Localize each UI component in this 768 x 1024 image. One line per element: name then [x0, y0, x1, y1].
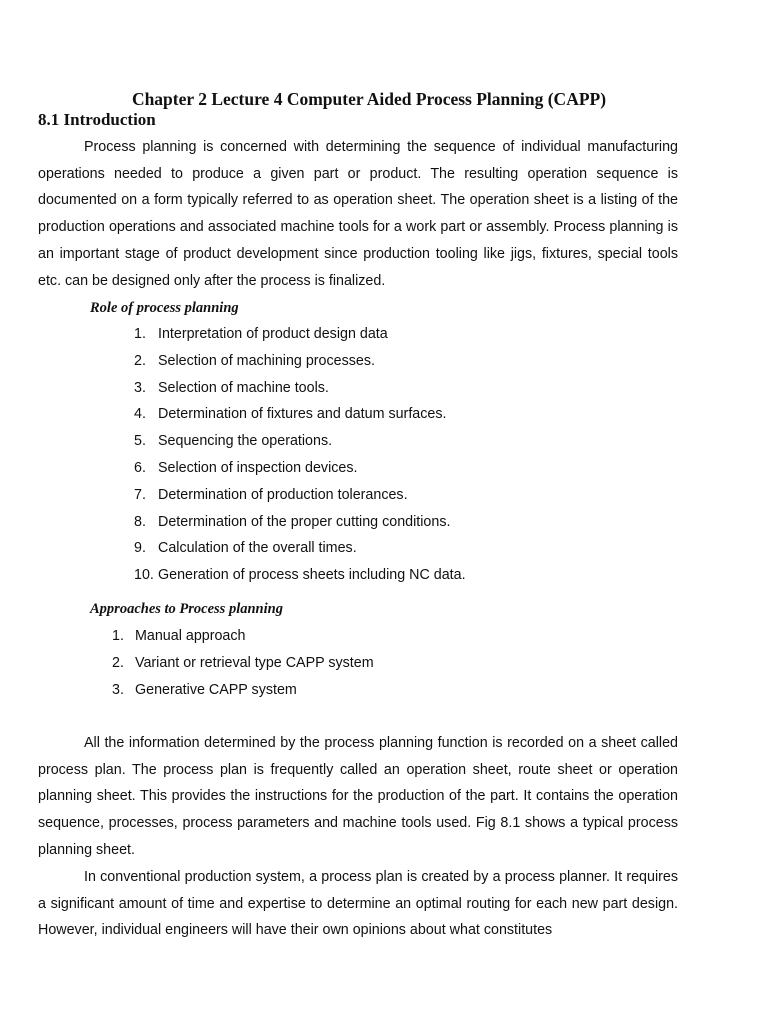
- list-item-number: 3.: [112, 681, 124, 698]
- list-item-text: Determination of fixtures and datum surfaces.: [158, 406, 447, 423]
- list-item-text: Selection of inspection devices.: [158, 459, 358, 476]
- list-item-text: Selection of machine tools.: [158, 379, 329, 396]
- chapter-title: Chapter 2 Lecture 4 Computer Aided Process Planning (CAPP): [131, 89, 607, 109]
- list-item-text: Selection of machining processes.: [158, 352, 375, 369]
- approaches-heading: Approaches to Process planning: [90, 601, 283, 617]
- intro-paragraph: Process planning is concerned with determining the sequence of individual manufacturing operations needed to produce a given part or product. The resulting operation sequence is documented on a form typically referred to as operation sheet. The operation sheet is a listing of the production operations and associated machine tools for a work part or assembly. Process planning is an important stage of product development since production tooling like jigs, fixtures, special tools etc. can be designed only after the process is finalized.: [38, 139, 678, 289]
- list-item-number: 1.: [112, 628, 124, 644]
- list-item-number: 6.: [134, 459, 146, 476]
- list-item-number: 7.: [134, 486, 146, 503]
- list-item-number: 2.: [134, 352, 146, 369]
- list-item-text: Generation of process sheets including NC data.: [158, 567, 466, 584]
- list-item-number: 3.: [134, 379, 146, 396]
- list-item-text: Determination of the proper cutting conditions.: [158, 513, 451, 530]
- list-item-number: 1.: [134, 326, 146, 342]
- list-item-text: Generative CAPP system: [135, 681, 297, 698]
- conventional-production-paragraph: In conventional production system, a process plan is created by a process planner. It requires a significant amount of time and expertise to determine an optimal routing for each new part design. However, individual engineers will have their own opinions about what constitutes: [38, 869, 678, 939]
- list-item-number: 8.: [134, 513, 146, 530]
- list-item-text: Calculation of the overall times.: [158, 540, 357, 557]
- list-item-number: 9.: [134, 540, 146, 557]
- list-item-number: 10.: [134, 567, 154, 584]
- list-item-text: Variant or retrieval type CAPP system: [135, 654, 374, 671]
- list-item-number: 2.: [112, 654, 124, 671]
- role-heading: Role of process planning: [90, 300, 239, 316]
- list-item-text: Interpretation of product design data: [158, 326, 388, 342]
- list-item-text: Manual approach: [135, 628, 246, 644]
- section-heading: 8.1 Introduction: [38, 110, 156, 129]
- process-plan-paragraph: All the information determined by the process planning function is recorded on a sheet called process plan. The process plan is frequently called an operation sheet, route sheet or operation planning sheet. This provides the instructions for the production of the part. It contains the operation sequence, processes, process parameters and machine tools used. Fig 8.1 shows a typical process planning sheet.: [38, 735, 678, 858]
- list-item-number: 5.: [134, 433, 146, 450]
- list-item-number: 4.: [134, 406, 146, 423]
- list-item-text: Determination of production tolerances.: [158, 486, 408, 503]
- list-item-text: Sequencing the operations.: [158, 433, 333, 450]
